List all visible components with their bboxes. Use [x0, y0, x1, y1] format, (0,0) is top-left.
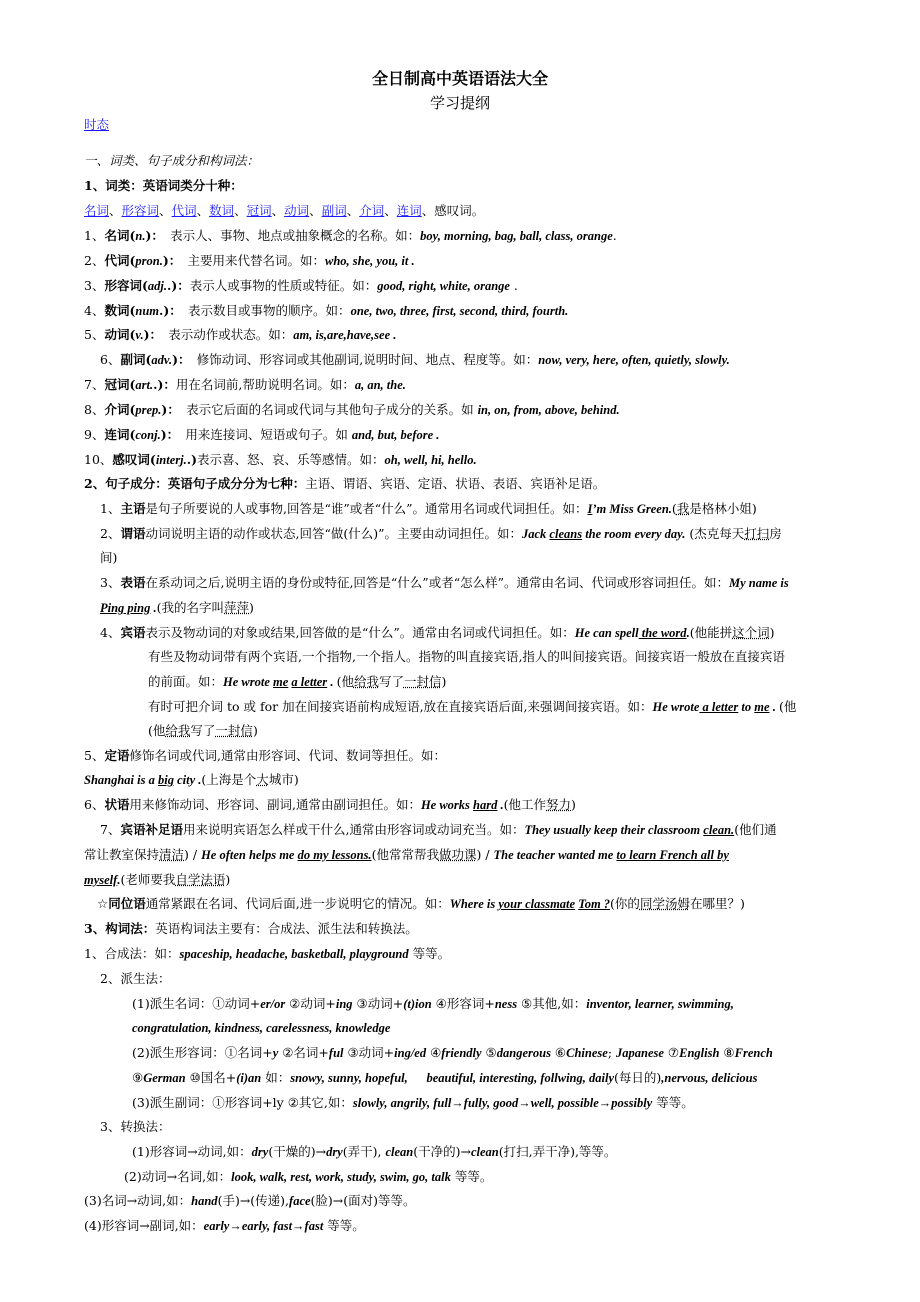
elem-predicative: 3、表语在系动词之后,说明主语的身份或特征,回答是“什么”或者“怎么样”。通常由名词、代词或形容词担任。如：My name is: [100, 575, 789, 590]
item-adjective: 3、形容词(adj..)：表示人或事物的性质或特征。如：good, right, white, orange .: [84, 278, 518, 293]
wf-conv-adj-verb: (1)形容词→动词,如：dry(干燥的)→dry(弄干), clean(干净的)→clean(打扫,弄干净),等等。: [132, 1144, 617, 1159]
link-adverb[interactable]: 副词: [321, 203, 347, 218]
doc-subtitle: 学习提纲: [429, 94, 490, 112]
item-article: 7、冠词(art..)：用在名词前,帮助说明名词。如：a, an, the.: [84, 377, 406, 392]
item-preposition: 8、介词(prep.)： 表示它后面的名词或代词与其他句子成分的关系。如 in, on, from, above, behind.: [84, 402, 620, 417]
elem-object-p2-line2: 的前面。如：He wrote me a letter . (他给我写了一封信): [148, 674, 447, 689]
elem-object-complement-line2: 常让教室保持清洁) / He often helps me do my lessons.(他常常帮我做功课) / The teacher wanted me to learn French all by: [84, 847, 729, 862]
wf-derivation-heading: 2、派生法：: [100, 971, 171, 986]
wf-derived-nouns-wrap: congratulation, kindness, carelessness, knowledge: [132, 1021, 391, 1035]
link-conjunction[interactable]: 连词: [396, 203, 422, 218]
star-icon: ☆: [97, 896, 109, 911]
elem-subject: 1、主语是句子所要说的人或事物,回答是“谁”或者“什么”。通常用名词或代词担任。如：I’m Miss Green.(我是格林小姐): [100, 501, 757, 516]
item-adverb: 6、副词(adv.)： 修饰动词、形容词或其他副词,说明时间、地点、程度等。如：now, very, here, often, quietly, slowly.: [100, 352, 730, 367]
item-interjection: 10、感叹词(interj..)表示喜、怒、哀、乐等感情。如：oh, well, hi, hello.: [84, 452, 477, 467]
elem-attribute: 5、定语修饰名词或代词,通常由形容词、代词、数词等担任。如：: [84, 748, 446, 763]
link-noun[interactable]: 名词: [84, 203, 110, 218]
elem-object-p3-line2: (他给我写了一封信): [148, 723, 258, 738]
item-noun: 1、名词(n.)： 表示人、事物、地点或抽象概念的名称。如：boy, morning, bag, ball, class, orange.: [84, 228, 617, 243]
link-verb[interactable]: 动词: [284, 203, 310, 218]
wf-derived-nouns: (1)派生名词：①动词+er/or ②动词+ing ③动词+(t)ion ④形容词+ness ⑤其他,如：inventor, learner, swimming,: [132, 996, 734, 1011]
heading-word-classes: 1、词类：英语词类分十种：: [84, 178, 243, 193]
elem-adverbial: 6、状语用来修饰动词、形容词、副词,通常由副词担任。如：He works hard .(他工作努力): [84, 797, 576, 812]
item-conjunction: 9、连词(conj.)： 用来连接词、短语或句子。如 and, but, before .: [84, 427, 440, 442]
link-adjective[interactable]: 形容词: [121, 203, 160, 218]
wf-conv-noun-verb: (3)名词→动词,如：hand(手)→(传递),face(脸)→(面对)等等。: [84, 1193, 416, 1208]
section-heading-1: 一、词类、句子成分和构词法：: [84, 153, 260, 168]
doc-title: 全日制高中英语语法大全: [371, 69, 548, 88]
elem-attribute-example: Shanghai is a big city .(上海是个大城市): [84, 772, 299, 787]
wf-derived-adjectives-wrap: ⑨German ⑩国名+(i)an 如：snowy, sunny, hopeful, beautiful, interesting, follwing, daily(每日的),nervous, delicious: [132, 1070, 758, 1085]
elem-object-p2-line1: 有些及物动词带有两个宾语,一个指物,一个指人。指物的叫直接宾语,指人的叫间接宾语。间接宾语一般放在直接宾语: [148, 649, 785, 664]
elem-predicative-wrap: Ping ping .(我的名字叫萍萍): [100, 600, 254, 615]
elem-predicate-wrap: 间): [100, 550, 118, 565]
heading-sentence-elements: 2、句子成分：英语句子成分分为七种：主语、谓语、宾语、定语、状语、表语、宾语补足语。: [84, 476, 606, 491]
wf-derived-adjectives: (2)派生形容词：①名词+y ②名词+ful ③动词+ing/ed ④friendly ⑤dangerous ⑥Chinese; Japanese ⑦English ⑧French: [132, 1045, 773, 1060]
heading-word-formation: 3、构词法：英语构词法主要有：合成法、派生法和转换法。: [84, 921, 418, 936]
item-pronoun: 2、代词(pron.)： 主要用来代替名词。如：who, she, you, it .: [84, 253, 415, 268]
wf-derived-adverbs: (3)派生副词：①形容词+ly ②其它,如：slowly, angrily, full→fully, good→well, possible→possibly 等等。: [132, 1095, 694, 1110]
wf-conv-adj-adv: (4)形容词→副词,如：early→early, fast→fast 等等。: [84, 1218, 365, 1233]
elem-object: 4、宾语表示及物动词的对象或结果,回答做的是“什么”。通常由名词或代词担任。如：He can spell the word.(他能拼这个词): [100, 625, 775, 640]
link-article[interactable]: 冠词: [246, 203, 272, 218]
wf-compounding: 1、合成法：如：spaceship, headache, basketball, playground 等等。: [84, 946, 451, 961]
link-preposition[interactable]: 介词: [359, 203, 385, 218]
word-class-links: 名词、形容词、代词、数词、冠词、动词、副词、介词、连词、感叹词。: [84, 203, 485, 218]
elem-appositive: ☆同位语通常紧跟在名词、代词后面,进一步说明它的情况。如：Where is your classmate Tom ?(你的同学汤姆在哪里？): [97, 896, 745, 911]
wf-conversion-heading: 3、转换法：: [100, 1119, 171, 1134]
elem-object-p3-line1: 有时可把介词 to 或 for 加在间接宾语前构成短语,放在直接宾语后面,来强调间接宾语。如：He wrote a letter to me . (他: [148, 699, 797, 714]
wf-conv-verb-noun: (2)动词→名词,如：look, walk, rest, work, study, swim, go, talk 等等。: [124, 1169, 493, 1184]
link-pronoun[interactable]: 代词: [171, 203, 197, 218]
elem-predicate: 2、谓语动词说明主语的动作或状态,回答“做(什么)”。主要由动词担任。如：Jack cleans the room every day. (杰克每天打扫房: [100, 526, 782, 541]
item-numeral: 4、数词(num.)： 表示数目或事物的顺序。如：one, two, three, first, second, third, fourth.: [84, 303, 569, 318]
elem-object-complement: 7、宾语补足语用来说明宾语怎么样或干什么,通常由形容词或动词充当。如：They usually keep their classroom clean.(他们通: [100, 822, 777, 837]
link-tense[interactable]: 时态: [84, 117, 110, 132]
item-verb: 5、动词(v.)： 表示动作或状态。如：am, is,are,have,see .: [84, 327, 397, 342]
link-numeral[interactable]: 数词: [209, 203, 235, 218]
elem-object-complement-line3: myself.(老师要我自学法语): [84, 872, 231, 887]
